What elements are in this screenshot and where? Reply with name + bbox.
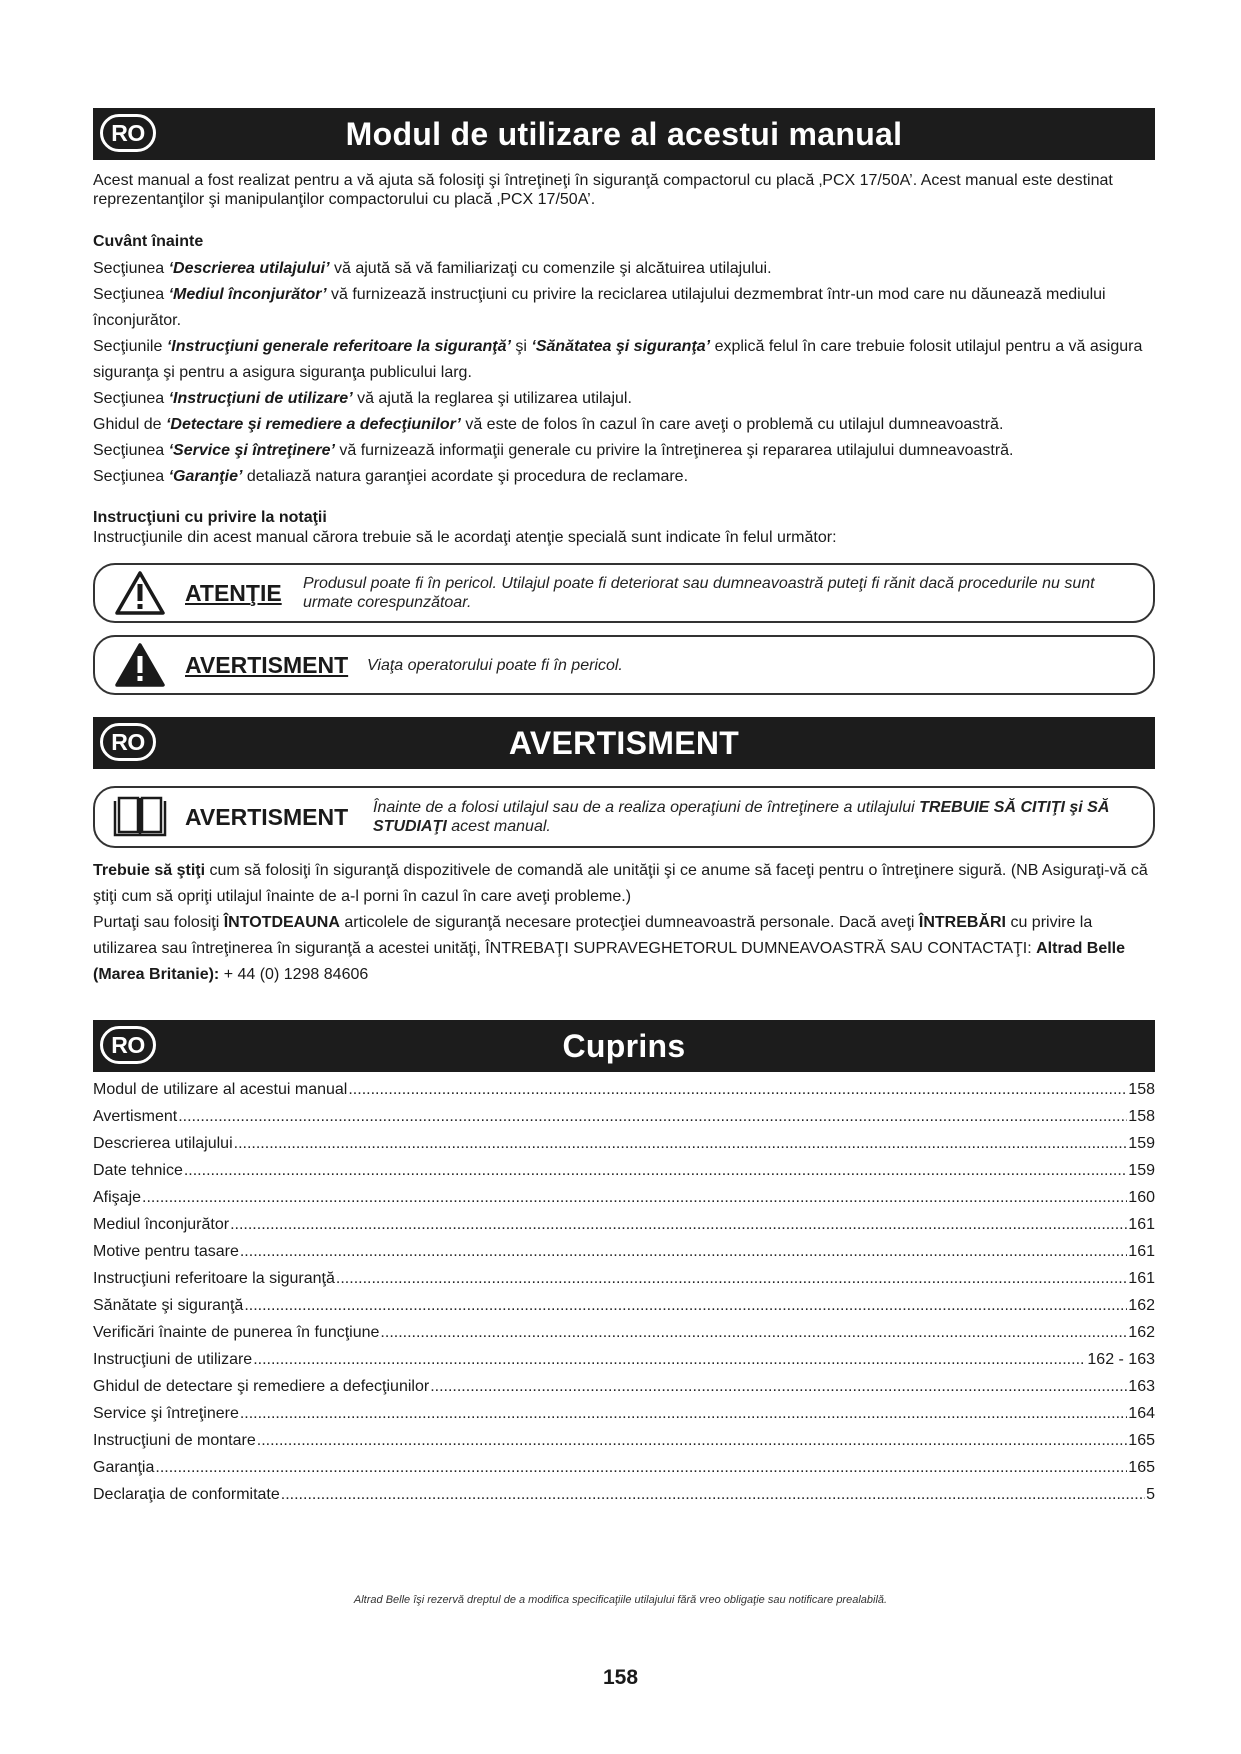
toc-entry-page: 163 — [1128, 1378, 1155, 1395]
language-badge-label: RO — [111, 1031, 145, 1058]
caution-text: Produsul poate fi în pericol. Utilajul poate fi deteriorat sau dumneavoastră puteţi fi rănit dacă procedurile nu sunt urmate corespunzătoar. — [303, 575, 1095, 611]
foreword-item — [93, 464, 1155, 490]
foreword-item-post: explică felul în care trebuie folosit utilajul pentru a vă asigura siguranţa şi pentru a asigura siguranţa publicului larg. — [93, 338, 1143, 381]
foreword-item-pre: Secţiunea — [93, 286, 169, 303]
toc-entry-title: Modul de utilizare al acestui manual — [93, 1081, 348, 1098]
section-title-usage: Modul de utilizare al acestui manual — [345, 115, 903, 152]
foreword-item-pre: Secţiunea — [93, 442, 169, 459]
toc-entry-title: Date tehnice — [93, 1162, 183, 1179]
warning-paragraph-1 — [93, 858, 1155, 910]
toc-entry-page: 162 — [1128, 1324, 1155, 1341]
toc-entry-title: Garanţia — [93, 1459, 155, 1476]
foreword-item-em: ‘Garanţie’ — [168, 468, 243, 485]
toc-entry[interactable] — [93, 1103, 1155, 1130]
toc-entry-page: 5 — [1146, 1486, 1155, 1503]
caution-label: ATENŢIE — [185, 579, 282, 606]
warning-label: AVERTISMENT — [185, 651, 349, 678]
caution-callout — [93, 563, 1155, 623]
toc-entry-page: 161 — [1128, 1270, 1155, 1287]
footer-disclaimer: Altrad Belle îşi rezervă dreptul de a modifica specificaţiile utilajului fără vreo obligaţie sau notificare prealabilă. — [353, 1594, 888, 1606]
toc-entry[interactable] — [93, 1481, 1155, 1508]
read-manual-label-wrap — [185, 804, 373, 831]
notation-heading: Instrucţiuni cu privire la notaţii — [93, 509, 327, 526]
toc-entry[interactable] — [93, 1427, 1155, 1454]
foreword-heading: Cuvânt înainte — [93, 233, 204, 250]
language-badge — [100, 1026, 156, 1064]
read-manual-text-c: acest manual. — [446, 818, 551, 835]
toc-entry-title: Mediul înconjurător — [93, 1216, 230, 1233]
caution-label-wrap — [185, 580, 303, 607]
contact-phone: + 44 (0) 1298 84606 — [219, 966, 369, 983]
toc-leader-dots — [234, 1130, 1128, 1157]
toc-entry[interactable] — [93, 1238, 1155, 1265]
foreword-item-pre: Secţiunile — [93, 338, 167, 355]
toc-leader-dots — [253, 1346, 1086, 1373]
warning-p2-b: ÎNTOTDEAUNA — [223, 914, 340, 931]
toc-leader-dots — [184, 1157, 1127, 1184]
toc-leader-dots — [281, 1481, 1145, 1508]
read-manual-text — [373, 798, 1143, 836]
foreword-item — [93, 256, 1155, 282]
warning-p2-d: ÎNTREBĂRI — [918, 914, 1006, 931]
toc-entry-page: 159 — [1128, 1135, 1155, 1152]
foreword-item-mid: vă furnizează informaţii generale cu privire la întreţinerea şi repararea utilajului dumneavoastră. — [334, 442, 1014, 459]
toc-entry-page: 162 — [1128, 1297, 1155, 1314]
toc-entry-title: Service şi întreţinere — [93, 1405, 239, 1422]
page-number: 158 — [602, 1666, 639, 1689]
manual-page — [93, 108, 1155, 1508]
toc-entry-title: Sănătate şi siguranţă — [93, 1297, 244, 1314]
toc-entry-page: 158 — [1128, 1108, 1155, 1125]
toc-entry-title: Instrucţiuni de utilizare — [93, 1351, 253, 1368]
language-badge — [100, 114, 156, 152]
language-badge-label: RO — [111, 728, 145, 755]
section-title-contents: Cuprins — [562, 1027, 686, 1064]
toc-entry[interactable] — [93, 1076, 1155, 1103]
toc-entry-title: Declaraţia de conformitate — [93, 1486, 280, 1503]
section-title-warning: AVERTISMENT — [508, 724, 740, 761]
foreword-item — [93, 282, 1155, 334]
toc-leader-dots — [380, 1319, 1127, 1346]
foreword-item-mid: vă ajută să vă familiarizaţi cu comenzile şi alcătuirea utilajului. — [329, 260, 772, 277]
toc-leader-dots — [240, 1238, 1127, 1265]
toc-entry-page: 158 — [1128, 1081, 1155, 1098]
contact-company: Altrad Belle (Marea Britanie): — [93, 940, 1126, 983]
toc-entry-title: Instrucţiuni referitoare la siguranţă — [93, 1270, 335, 1287]
caution-triangle-icon — [95, 570, 185, 616]
toc-entry[interactable] — [93, 1400, 1155, 1427]
section-header-contents — [93, 1020, 1155, 1072]
foreword-item — [93, 334, 1155, 386]
toc-entry-title: Verificări înainte de punerea în funcţiune — [93, 1324, 380, 1341]
toc-entry-title: Afişaje — [93, 1189, 142, 1206]
toc-entry-page: 160 — [1128, 1189, 1155, 1206]
open-book-icon — [95, 795, 185, 839]
toc-leader-dots — [244, 1292, 1127, 1319]
warning-p2-c: articolele de siguranţă necesare protecţiei dumneavoastră personale. Dacă aveţi — [339, 914, 919, 931]
warning-body — [93, 858, 1155, 988]
toc-entry[interactable] — [93, 1319, 1155, 1346]
foreword-item-mid: detaliază natura garanţiei acordate şi procedura de reclamare. — [242, 468, 689, 485]
foreword-item — [93, 412, 1155, 438]
toc-entry[interactable] — [93, 1211, 1155, 1238]
read-manual-callout — [93, 786, 1155, 848]
toc-entry-page: 159 — [1128, 1162, 1155, 1179]
toc-entry-title: Ghidul de detectare şi remediere a defecţiunilor — [93, 1378, 430, 1395]
toc-entry-title: Motive pentru tasare — [93, 1243, 239, 1260]
toc-entry-title: Avertisment — [93, 1108, 178, 1125]
toc-entry-page: 161 — [1128, 1216, 1155, 1233]
intro-paragraph: Acest manual a fost realizat pentru a vă ajuta să folosiţi şi întreţineţi în siguranţă compactorul cu placă ‚PCX 17/50A’. Acest manual este destinat reprezentanţilor şi manipulanţilor compactorului cu placă ‚PCX 17/50A’. — [93, 172, 1113, 208]
foreword-item-em: ‘Descrierea utilajului’ — [168, 260, 330, 277]
foreword-item-em: ‘Instrucţiuni de utilizare’ — [168, 390, 353, 407]
warning-p2-e: cu privire la utilizarea sau întreţinerea în siguranţă a acestei unităţi, ÎNTREBAŢI SUPRAVEGHETORUL DUMNEAVOASTRĂ SAU CONTACTAŢI: — [93, 914, 1093, 957]
foreword-item-mid: vă este de folos în cazul în care aveţi o problemă cu utilajul dumneavoastră. — [460, 416, 1004, 433]
language-badge-label: RO — [111, 119, 145, 146]
warning-callout — [93, 635, 1155, 695]
foreword-list — [93, 256, 1155, 490]
toc-entry-page: 162 - 163 — [1087, 1351, 1155, 1368]
toc-entry[interactable] — [93, 1265, 1155, 1292]
read-manual-text-a: Înainte de a folosi utilajul sau de a realiza operaţiuni de întreţinere a utilajului — [373, 799, 920, 816]
toc-leader-dots — [336, 1265, 1127, 1292]
warning-p1-bold: Trebuie să ştiţi — [93, 862, 206, 879]
toc-entry[interactable] — [93, 1454, 1155, 1481]
toc-entry-page: 165 — [1128, 1459, 1155, 1476]
toc-leader-dots — [240, 1400, 1127, 1427]
foreword-item — [93, 386, 1155, 412]
section-header-warning — [93, 717, 1155, 769]
toc-leader-dots — [257, 1427, 1128, 1454]
notation-text: Instrucţiunile din acest manual cărora trebuie să le acordaţi atenţie specială sunt indicate în felul următor: — [93, 529, 837, 546]
toc-leader-dots — [230, 1211, 1127, 1238]
toc-entry[interactable] — [93, 1292, 1155, 1319]
foreword-item-em2: ‘Sănătatea şi siguranţa’ — [531, 338, 711, 355]
toc-entry-page: 165 — [1128, 1432, 1155, 1449]
read-manual-label: AVERTISMENT — [185, 803, 349, 830]
warning-label-wrap — [185, 652, 367, 679]
foreword-item-em: ‘Instrucţiuni generale referitoare la siguranţă’ — [166, 338, 511, 355]
foreword-item-pre: Secţiunea — [93, 260, 169, 277]
warning-triangle-icon — [95, 642, 185, 688]
toc-leader-dots — [155, 1454, 1127, 1481]
toc-entry-title: Instrucţiuni de montare — [93, 1432, 256, 1449]
foreword-item-pre: Secţiunea — [93, 468, 169, 485]
warning-p1-text: cum să folosiţi în siguranţă dispozitivele de comandă ale unităţii şi ce anume să faceţi pentru o întreţinere sigură. (NB Asiguraţi-vă că ştiţi cum să opriţi utilajul înainte de a-l porni în cazul în care aveţi probleme.) — [93, 862, 1148, 905]
toc-leader-dots — [142, 1184, 1127, 1211]
foreword-item-em: ‘Mediul înconjurător’ — [168, 286, 327, 303]
foreword-item-em: ‘Detectare şi remediere a defecţiunilor’ — [165, 416, 461, 433]
language-badge — [100, 723, 156, 761]
foreword-item-em: ‘Service şi întreţinere’ — [168, 442, 335, 459]
foreword-item-mid: vă ajută la reglarea şi utilizarea utilajul. — [352, 390, 632, 407]
toc-entry[interactable] — [93, 1373, 1155, 1400]
toc-entry[interactable] — [93, 1184, 1155, 1211]
foreword-item-mid: şi — [510, 338, 532, 355]
toc-leader-dots — [178, 1103, 1127, 1130]
toc-entry-page: 161 — [1128, 1243, 1155, 1260]
toc-leader-dots — [430, 1373, 1127, 1400]
read-manual-text-bold: TREBUIE SĂ CITIŢI şi SĂ STUDIAŢI — [373, 799, 1110, 835]
toc-entry-title: Descrierea utilajului — [93, 1135, 233, 1152]
foreword-item-mid: vă furnizează instrucţiuni cu privire la reciclarea utilajului dezmembrat într-un mod care nu dăunează mediului înconjurător. — [93, 286, 1106, 329]
toc-leader-dots — [348, 1076, 1127, 1103]
section-header-usage — [93, 108, 1155, 160]
foreword-item-pre: Secţiunea — [93, 390, 169, 407]
warning-p2-a: Purtaţi sau folosiţi — [93, 914, 224, 931]
toc-entry[interactable] — [93, 1157, 1155, 1184]
toc-entry[interactable] — [93, 1130, 1155, 1157]
toc-entry[interactable] — [93, 1346, 1155, 1373]
warning-text: Viaţa operatorului poate fi în pericol. — [367, 656, 623, 674]
foreword-item-pre: Ghidul de — [93, 416, 166, 433]
foreword-item — [93, 438, 1155, 464]
table-of-contents — [93, 1076, 1155, 1508]
toc-entry-page: 164 — [1128, 1405, 1155, 1422]
warning-paragraph-2 — [93, 910, 1155, 988]
